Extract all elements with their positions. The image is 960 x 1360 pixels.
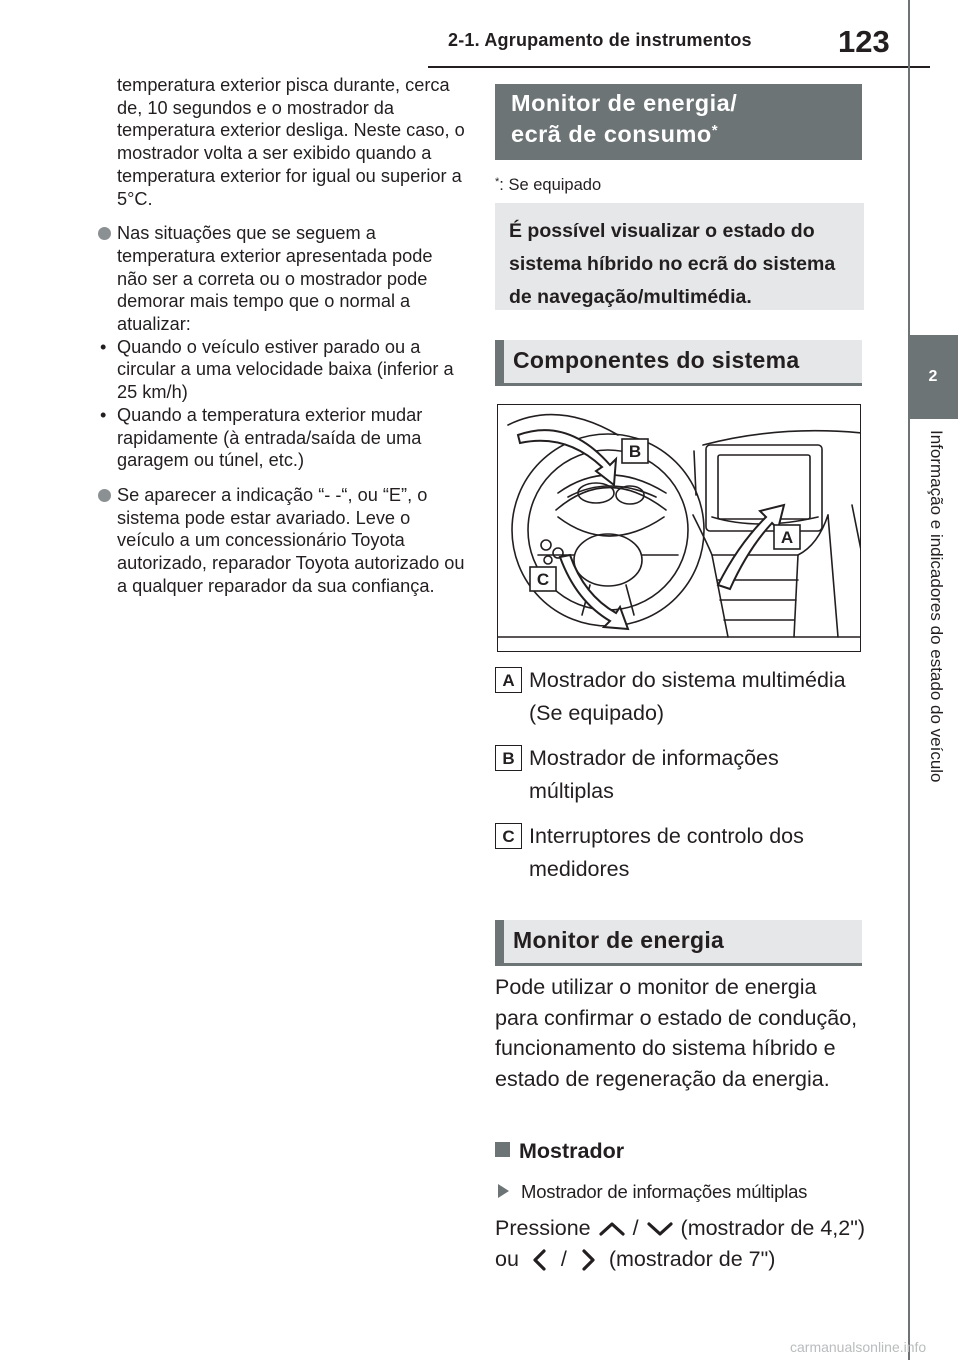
header-rule [428,66,930,68]
legend-text: Mostrador de informações múltiplas [529,746,779,803]
reference-item [498,1181,807,1204]
press-text: Pressione [495,1216,591,1240]
sub-bullet-marker: • [100,404,107,425]
watermark: carmanualsonline.info [790,1339,927,1355]
summary-box: É possível visualizar o estado do sistema híbrido no ecrã do sistema de navegação/multimédia. [495,203,864,310]
dashboard-illustration [497,404,861,652]
banner-title-text: ecrã de consumo [511,121,712,147]
sub-bullet-item [96,336,466,404]
press-text: (mostrador de 7") [608,1247,776,1271]
left-column [96,74,466,597]
section-banner [495,84,862,160]
footnote [495,176,601,195]
legend-item [495,742,855,808]
section-heading-components: Componentes do sistema [495,340,862,386]
section-heading-energy: Monitor de energia [495,920,862,966]
chevron-right-icon [573,1249,603,1271]
subheading-text: Mostrador [519,1139,625,1163]
figure-label-a: A [780,528,794,547]
legend-text: Interruptores de controlo dos medidores [529,824,804,881]
square-bullet-icon [495,1142,510,1157]
bullet-item [96,222,466,336]
banner-asterisk: * [711,122,719,139]
chapter-tab [908,335,958,419]
subheading [495,1139,624,1164]
bullet-dot-icon [98,489,111,502]
side-tab-line [908,419,910,1360]
chevron-left-icon [525,1249,555,1271]
bullet-text: Nas situações que se seguem a temperatura exterior apresentada pode não ser a correta ou o mostrador pode demorar mais tempo que o normal a atualizar: [117,223,433,335]
bullet-text: Se aparecer a indicação “- -“, ou “E”, o sistema pode estar avariado. Leve o veículo a um concessionário Toyota autorizado, reparador Toyota autorizado ou a qualquer reparador da sua confiança. [117,484,465,596]
chevron-down-icon [645,1218,675,1240]
reference-text: Mostrador de informações múltiplas [521,1181,808,1202]
continued-paragraph: temperatura exterior pisca durante, cerca de, 10 segundos e o mostrador da temperatura exterior desliga. Neste caso, o mostrador volta a ser exibido quando a temperatura exterior for igual ou superior a 5°C. [117,75,465,209]
bullet-dot-icon [98,227,111,240]
bullet-item [96,484,466,598]
press-slash: / [560,1247,567,1271]
page-number: 123 [838,24,890,59]
energy-paragraph: Pode utilizar o monitor de energia para confirmar o estado de condução, funcionamento do sistema híbrido e estado de regeneração da energia. [495,975,858,1092]
side-tab-line [908,0,910,335]
sub-bullet-text: Quando a temperatura exterior mudar rapidamente (à entrada/saída de uma garagem ou túnel, etc.) [117,404,423,471]
figure-label-b: B [628,442,642,461]
legend-text: Mostrador do sistema multimédia (Se equipado) [529,668,846,725]
legend-key: C [495,823,522,849]
footnote-marker: * [495,176,500,188]
legend-key: B [495,745,522,771]
sub-bullet-text: Quando o veículo estiver parado ou a circular a uma velocidade baixa (inferior a 25 km/h) [117,336,454,403]
footnote-text: : Se equipado [499,176,602,194]
legend-item [495,664,855,730]
press-slash: / [632,1216,639,1240]
chapter-title-vertical [916,430,946,890]
sub-bullet-item [96,404,466,472]
banner-title-line1: Monitor de energia/ [511,90,738,116]
banner-title-line2 [511,119,862,150]
figure-label-c: C [536,570,550,589]
chapter-number: 2 [928,368,938,385]
legend-item [495,820,855,886]
chevron-up-icon [597,1218,627,1240]
dashboard-drawing [498,405,861,652]
legend-key: A [495,667,522,693]
press-instructions [495,1213,865,1275]
chapter-title: Informação e indicadores do estado do veículo [927,430,946,783]
sub-bullet-marker: • [100,336,107,357]
section-title: 2-1. Agrupamento de instrumentos [448,30,752,50]
press-text: (mostrador de 4,2") ou [495,1216,866,1271]
triangle-arrow-icon [498,1184,509,1198]
